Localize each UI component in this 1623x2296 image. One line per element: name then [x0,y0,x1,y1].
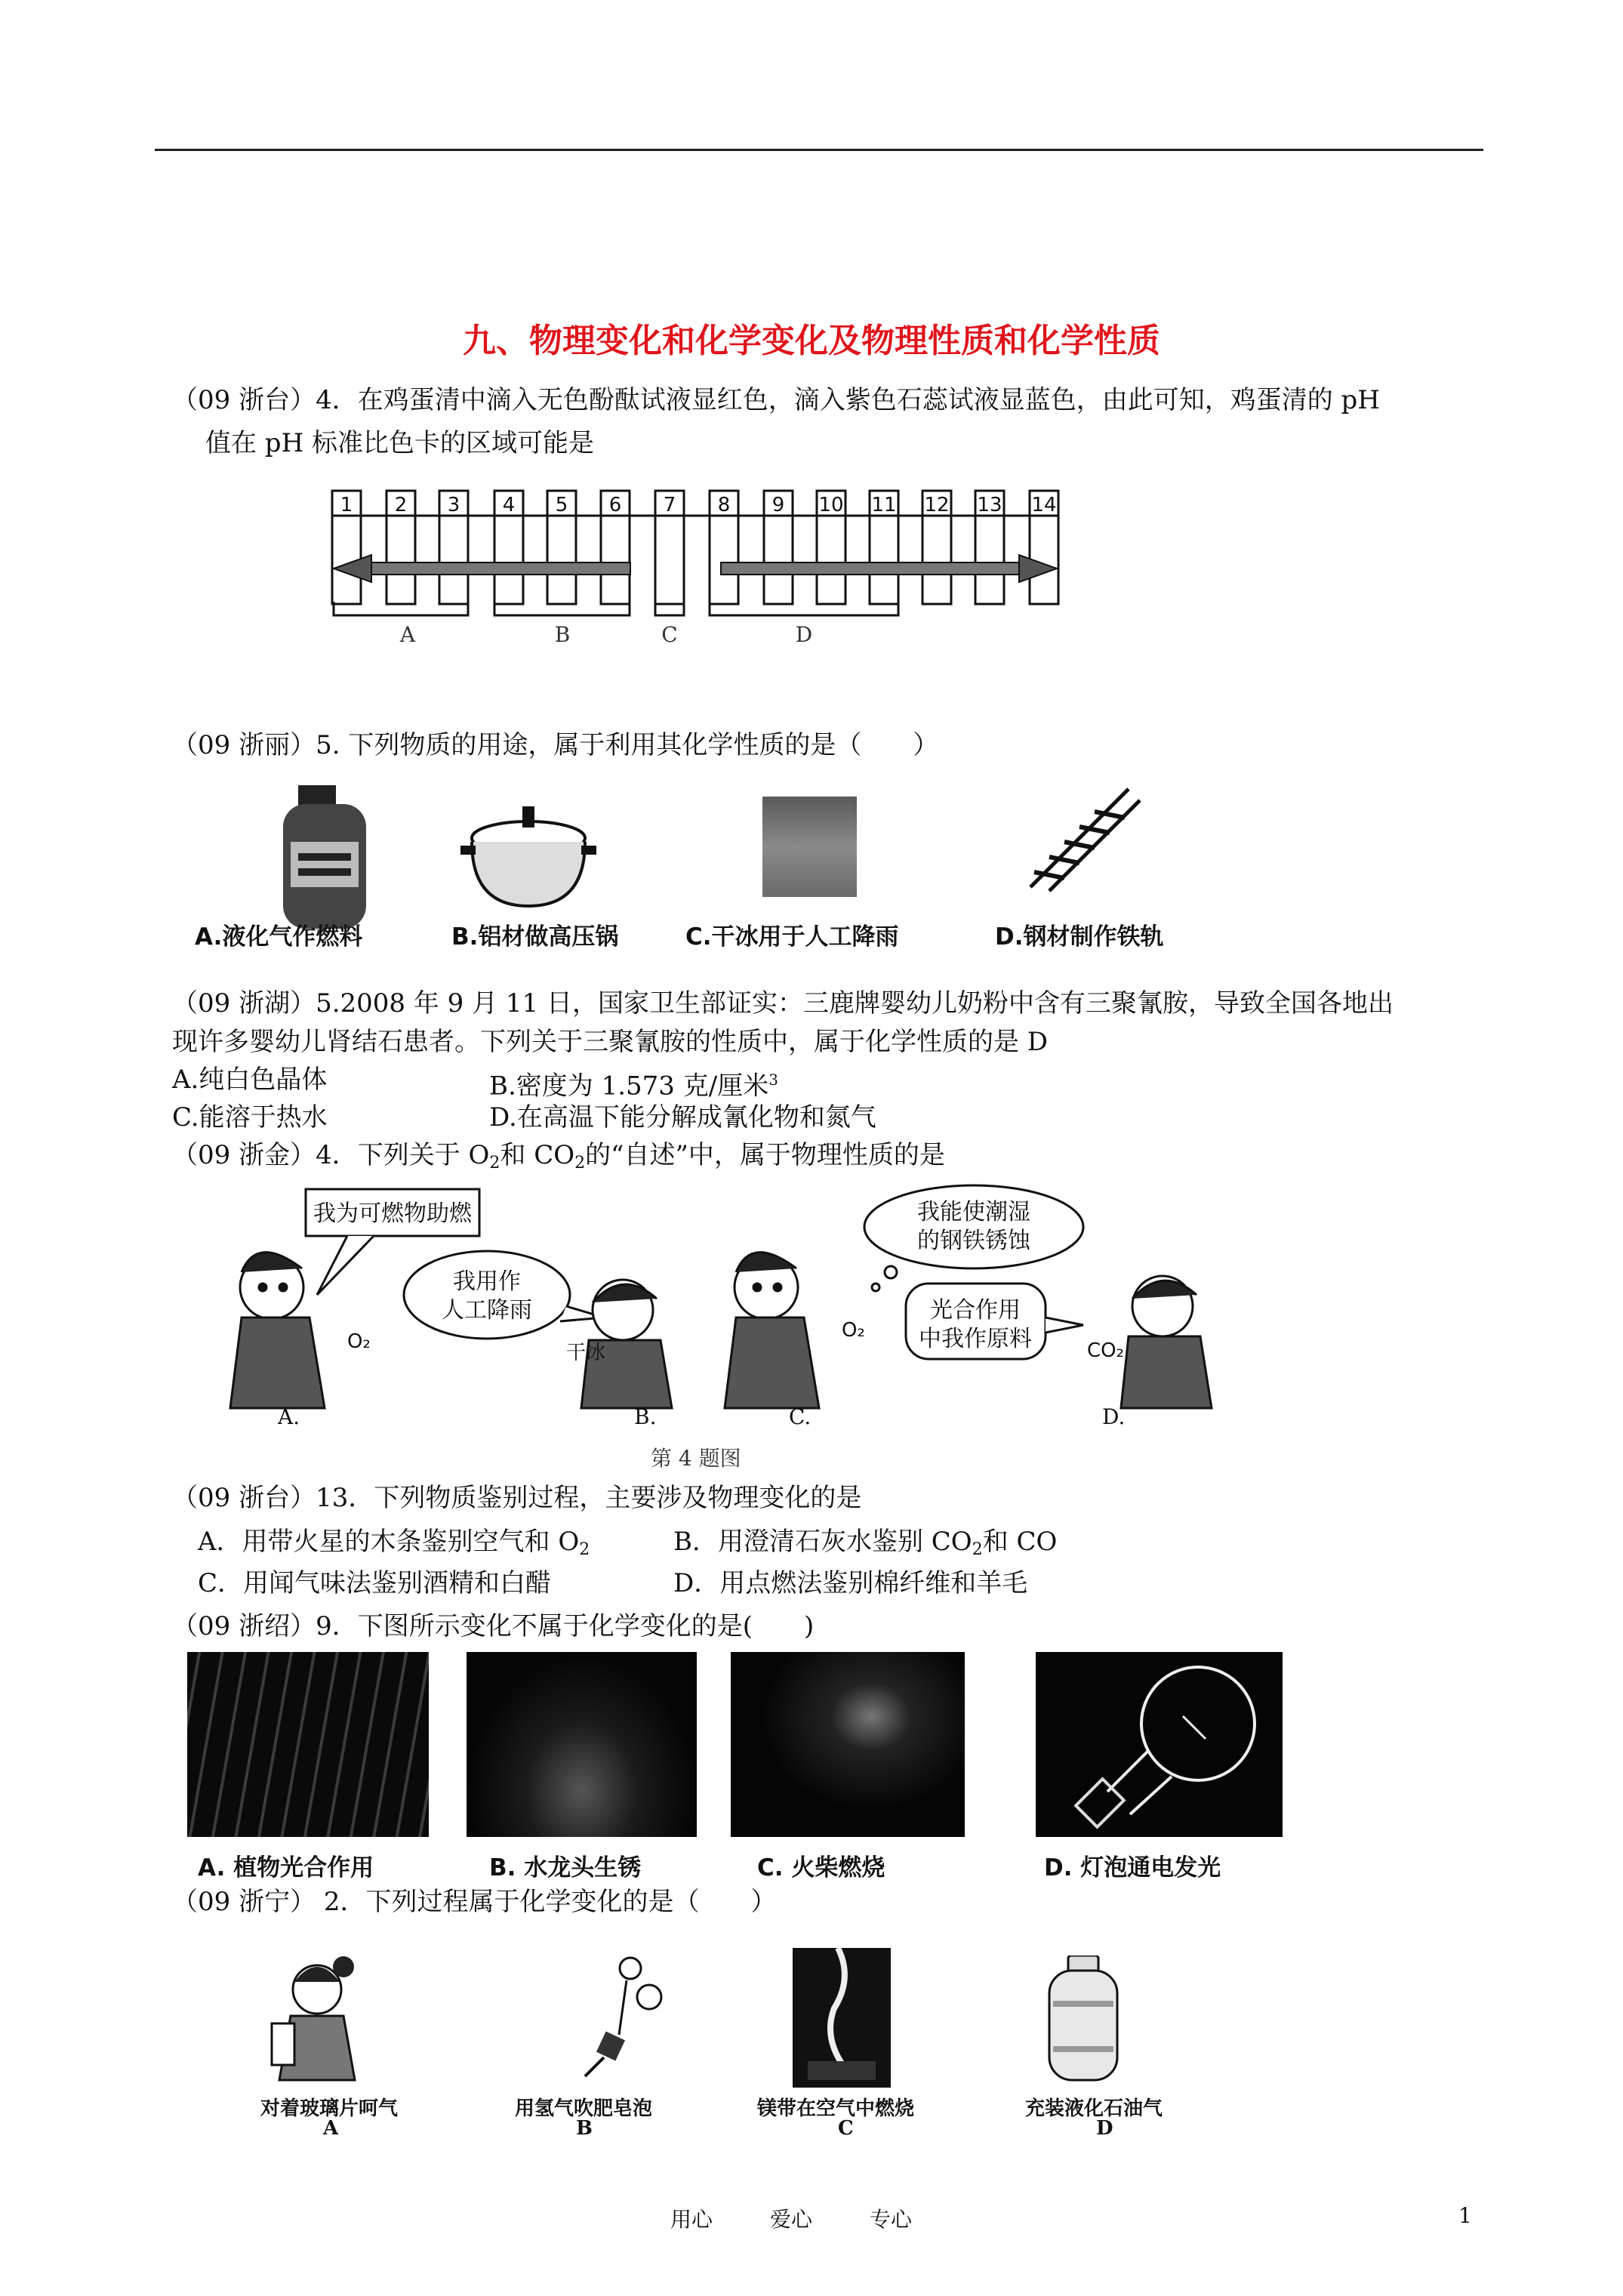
boy-figure-d [1121,1276,1212,1408]
q4-letter-d: D. [1102,1404,1126,1429]
self-statement-figure [211,1182,1253,1423]
q7-letter-c: C [838,2117,854,2140]
bubble-a-text: 我为可燃物助燃 [313,1200,472,1227]
q7-letter-b: B [576,2117,593,2140]
q5-option-b: B．用澄清石灰水鉴别 $CO_2$和 CO [673,1527,1058,1559]
q7-stem: （09 浙宁） 2．下列过程属于化学变化的是（ ） [172,1887,777,1917]
page-number: 1 [1458,2203,1472,2228]
q4-figure-caption: 第 4 题图 [651,1446,741,1471]
q1-line2: 值在 pH 标准比色卡的区域可能是 [205,428,595,458]
q4-letter-a: A. [278,1404,300,1429]
bubble-c-text-1: 我能使潮湿 [917,1199,1030,1225]
ph-label-10: 10 [818,494,844,516]
q6-caption-b: B. 水龙头生锈 [489,1854,642,1881]
region-a: A [399,622,416,647]
burning-magnesium-image [793,1948,891,2088]
ph-label-9: 9 [771,494,785,516]
q4-letter-b: B. [634,1404,657,1429]
q6-caption-a: A. 植物光合作用 [198,1854,374,1881]
ph-label-14: 14 [1031,494,1057,516]
footer-item-3: 专心 [870,2207,913,2232]
label-dry-ice: 干冰 [566,1342,606,1364]
label-o2-c: O₂ [842,1319,865,1342]
q7-caption-a: 对着玻璃片呵气 [260,2097,399,2120]
q5-option-c: C．用闻气味法鉴别酒精和白醋 [198,1568,552,1598]
arrow-left-shaft [366,562,630,575]
ph-label-6: 6 [608,494,622,516]
bubble-c-text-2: 的钢铁锈蚀 [917,1228,1030,1254]
girl-figure-a [230,1253,325,1408]
q5-option-d: D．用点燃法鉴别棉纤维和羊毛 [673,1568,1028,1598]
q2-caption-a: A.液化气作燃料 [195,923,363,951]
region-d: D [795,622,813,647]
ph-label-13: 13 [977,494,1002,516]
region-c: C [661,622,678,647]
hydrogen-soap-bubble-image [574,1952,679,2080]
girl-figure-c [725,1253,819,1408]
gas-cylinder-image [268,781,381,932]
q6-stem: （09 浙绍）9．下图所示变化不属于化学变化的是( ) [172,1611,815,1641]
q4-stem: （09 浙金）4．下列关于 $O_2$和 $CO_2$的“自述”中，属于物理性质的是 [172,1140,945,1173]
rusty-faucet-image [467,1652,697,1837]
ph-label-11: 11 [871,494,897,516]
bubble-b [404,1251,570,1339]
q5-stem: （09 浙台）13．下列物质鉴别过程，主要涉及物理变化的是 [172,1483,862,1513]
q7-letter-a: A [323,2117,339,2140]
pressure-cooker-image [460,800,596,914]
header-rule [155,149,1483,151]
bubble-d-text-1: 光合作用 [930,1297,1021,1324]
q2-caption-c: C.干冰用于人工降雨 [685,923,899,951]
light-bulb-image [1036,1652,1283,1837]
q7-caption-c: 镁带在空气中燃烧 [757,2097,915,2120]
q4-letter-c: C. [789,1404,812,1429]
q6-caption-d: D. 灯泡通电发光 [1044,1854,1221,1881]
footer-item-1: 用心 [670,2207,713,2232]
ph-label-2: 2 [394,494,408,516]
label-co2-d: CO₂ [1087,1339,1125,1362]
bubble-d-text-2: 中我作原料 [919,1326,1032,1352]
ph-label-5: 5 [555,494,568,516]
arrow-right-head [1019,555,1057,582]
q1-line1: （09 浙台）4．在鸡蛋清中滴入无色酚酞试液显红色，滴入紫色石蕊试液显蓝色，由此可知，鸡蛋清的 pH [172,385,1380,415]
page-title: 九、物理变化和化学变化及物理性质和化学性质 [463,322,1160,360]
region-b: B [554,622,571,647]
ph-arrows [334,555,1057,582]
burning-match-image [731,1652,965,1837]
q7-caption-d: 充装液化石油气 [1025,2097,1163,2120]
arrow-left-head [334,555,371,582]
footer-item-2: 爱心 [770,2207,813,2232]
arrow-right-shaft [721,562,1023,575]
q3-line1: （09 浙湖）5.2008 年 9 月 11 日，国家卫生部证实：三鹿牌婴幼儿奶粉中含有三聚氰胺，导致全国各地出 [172,988,1394,1019]
q7-caption-b: 用氢气吹肥皂泡 [515,2097,653,2120]
ph-label-1: 1 [340,494,353,516]
ph-label-3: 3 [447,494,460,516]
lpg-cylinder-image [1042,1955,1125,2084]
dry-ice-rain-image [762,797,857,897]
breathing-on-glass-image [264,1955,370,2084]
q3-option-c: C.能溶于热水 [172,1102,328,1133]
ph-label-8: 8 [717,494,731,516]
q2-stem: （09 浙丽）5. 下列物质的用途，属于利用其化学性质的是（ ） [172,730,939,760]
label-o2-a: O₂ [347,1330,371,1353]
q7-letter-d: D [1096,2117,1113,2140]
ph-label-12: 12 [924,494,950,516]
q2-caption-b: B.铝材做高压锅 [451,923,619,951]
q3-option-b: B.密度为 1.573 克/厘米$^3$ [489,1071,778,1102]
q5-option-a: A．用带火星的木条鉴别空气和 $O_2$ [198,1527,590,1559]
ph-label-4: 4 [502,494,516,516]
q3-option-d: D.在高温下能分解成氰化物和氮气 [489,1102,876,1133]
bubble-c [864,1185,1083,1268]
bubble-b-text-1: 我用作 [453,1268,521,1295]
q2-caption-d: D.钢材制作铁轨 [995,923,1164,951]
railway-track-image [1015,781,1144,895]
q3-option-a: A.纯白色晶体 [172,1065,328,1095]
q3-line2: 现许多婴幼儿肾结石患者。下列关于三聚氰胺的性质中，属于化学性质的是 D [172,1027,1049,1057]
q6-caption-c: C. 火柴燃烧 [757,1854,885,1881]
bubble-b-text-2: 人工降雨 [442,1297,532,1324]
ph-color-chart [325,487,1079,657]
plant-photosynthesis-image [187,1652,429,1837]
ph-label-7: 7 [663,494,676,516]
